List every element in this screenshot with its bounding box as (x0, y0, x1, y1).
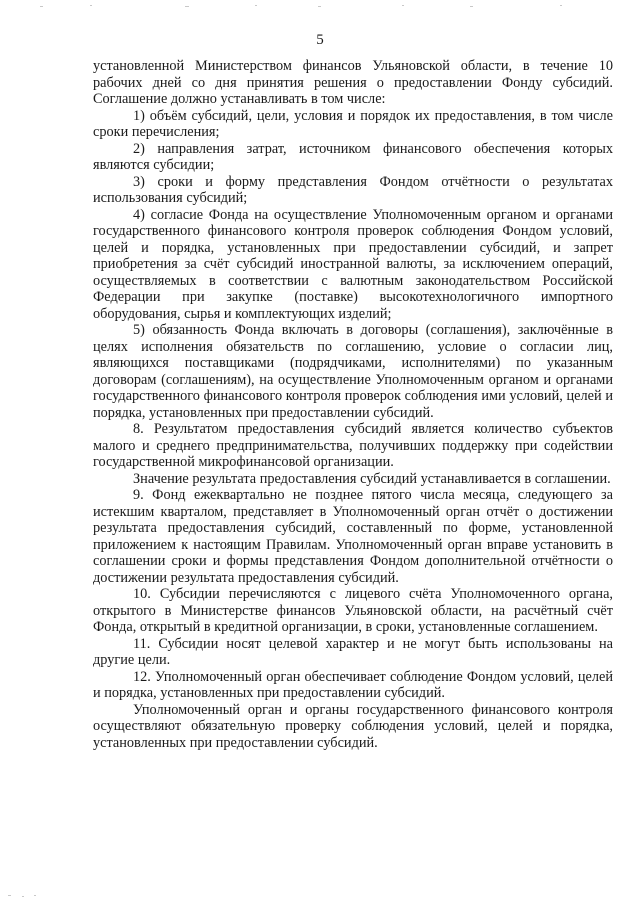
paragraph-control-bodies: Уполномоченный орган и органы государственного финансового контроля осуществляют обязательную проверку соблюдения условий, целей и порядка, установленных при предоставлении субсидий. (93, 701, 613, 751)
paragraph-item-4: 4) согласие Фонда на осуществление Уполномоченным органом и органами государственного финансового контроля проверок соблюдения Фондом условий, целей и порядка, установленных при предоставлении субсидий, и запрет приобретения за счёт субсидий иностранной валюты, за исключением операций, осуществляемых в соответствии с валютным законодательством Российской Федерации при закупке (поставке) высокотехнологичного импортного оборудования, сырья и комплектующих изделий; (93, 206, 613, 322)
paragraph-item-3: 3) сроки и форму представления Фондом отчётности о результатах использования субсидий; (93, 173, 613, 206)
paragraph-clause-10: 10. Субсидии перечисляются с лицевого счёта Уполномоченного органа, открытого в Министерстве финансов Ульяновской области, на расчётный счёт Фонда, открытый в кредитной организации, в сроки, установленные соглашением. (93, 586, 613, 635)
paragraph-clause-11: 11. Субсидии носят целевой характер и не могут быть использованы на другие цели. (93, 635, 613, 668)
paragraph-continuation: установленной Министерством финансов Ульяновской области, в течение 10 рабочих дней со дня принятия решения о предоставлении Фонду субсидий. Соглашение должно устанавливать в том числе: (93, 58, 613, 107)
paragraph-item-2: 2) направления затрат, источником финансового обеспечения которых являются субсидии; (93, 140, 613, 173)
paragraph-result-value: Значение результата предоставления субсидий устанавливается в соглашении. (133, 470, 611, 487)
page-number: 5 (316, 32, 324, 48)
paragraph-item-5: 5) обязанность Фонда включать в договоры (соглашения), заключённые в целях исполнения обязательств по соглашению, условие о согласии лиц, являющихся поставщиками (подрядчиками, исполнителями) по указанным договорам (соглашениям), на осуществление Уполномоченным органом и органами государственного финансового контроля проверок соблюдения ими условий, целей и порядка, установленных при предоставлении субсидий. (93, 322, 613, 421)
paragraph-clause-12: 12. Уполномоченный орган обеспечивает соблюдение Фондом условий, целей и порядка, установленных при предоставлении субсидий. (93, 668, 613, 701)
scan-artifacts-bottom (0, 893, 640, 899)
document-body (93, 58, 613, 751)
paragraph-clause-8: 8. Результатом предоставления субсидий является количество субъектов малого и среднего предпринимательства, получивших поддержку при содействии государственной микрофинансовой организации. (93, 421, 613, 470)
scan-artifacts-top (0, 4, 640, 10)
paragraph-item-1: 1) объём субсидий, цели, условия и порядок их предоставления, в том числе сроки перечисления; (93, 107, 613, 140)
paragraph-clause-9: 9. Фонд ежеквартально не позднее пятого числа месяца, следующего за истекшим кварталом, представляет в Уполномоченный орган отчёт о достижении результата предоставления субсидий, составленный по форме, установленной приложением к настоящим Правилам. Уполномоченный орган вправе установить в соглашении сроки и формы представления Фондом дополнительной отчётности о достижении результата предоставления субсидий. (93, 487, 613, 586)
